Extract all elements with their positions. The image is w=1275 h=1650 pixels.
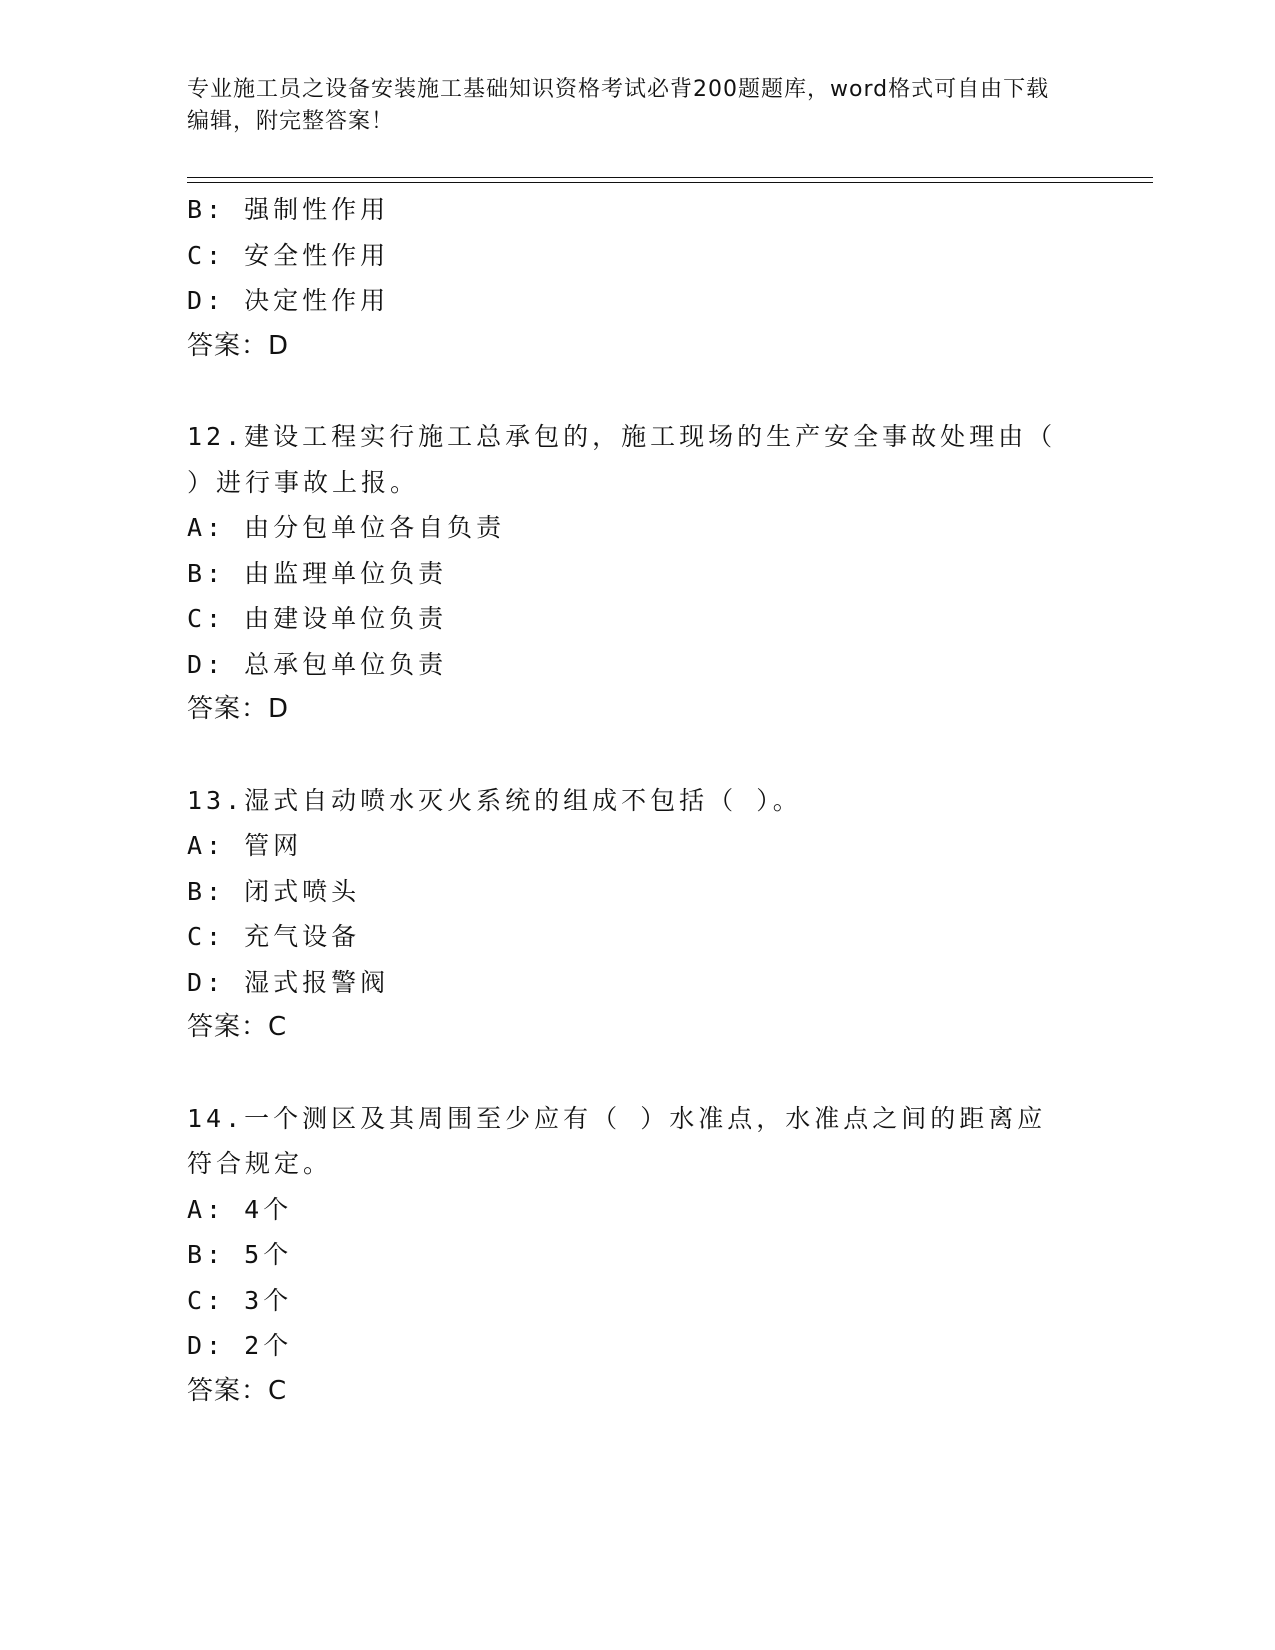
question-13 <box>187 778 1087 1051</box>
question-fragment <box>187 187 1087 369</box>
spacer <box>187 733 1087 778</box>
answer: 答案：D <box>187 330 290 361</box>
option-b: B: 5个 <box>187 1240 293 1269</box>
option-c: C: 3个 <box>187 1285 293 1315</box>
header-rule-bottom <box>187 182 1153 183</box>
option-b: B: 强制性作用 <box>187 195 390 224</box>
question-12 <box>187 414 1087 733</box>
option-d: D: 2个 <box>187 1331 293 1360</box>
option-b: B: 闭式喷头 <box>187 876 361 906</box>
question-stem: 14.一个测区及其周围至少应有（ ）水准点，水准点之间的距离应符合规定。 <box>187 1103 1047 1178</box>
spacer <box>187 1051 1087 1096</box>
option-a: A: 管网 <box>187 831 303 860</box>
option-d: D: 湿式报警阀 <box>187 967 390 997</box>
spacer <box>187 369 1087 414</box>
option-c: C: 由建设单位负责 <box>187 604 448 633</box>
question-stem: 12.建设工程实行施工总承包的，施工现场的生产安全事故处理由（ ）进行事故上报。 <box>187 422 1057 497</box>
option-c: C: 充气设备 <box>187 922 361 951</box>
header-rule-top <box>187 177 1153 178</box>
option-b: B: 由监理单位负责 <box>187 558 448 588</box>
question-stem: 13.湿式自动喷水灭火系统的组成不包括（ ）。 <box>187 785 802 815</box>
option-d: D: 总承包单位负责 <box>187 649 448 679</box>
answer: 答案：C <box>187 1375 288 1406</box>
option-a: A: 由分包单位各自负责 <box>187 513 506 542</box>
answer: 答案：C <box>187 1012 288 1042</box>
document-header: 专业施工员之设备安装施工基础知识资格考试必背200题题库，word格式可自由下载编辑，附完整答案！ <box>187 77 1050 134</box>
option-a: A: 4个 <box>187 1194 293 1224</box>
option-d: D: 决定性作用 <box>187 286 390 315</box>
question-14 <box>187 1096 1087 1415</box>
answer: 答案：D <box>187 694 290 724</box>
option-c: C: 安全性作用 <box>187 240 390 270</box>
question-list <box>187 187 1087 1414</box>
